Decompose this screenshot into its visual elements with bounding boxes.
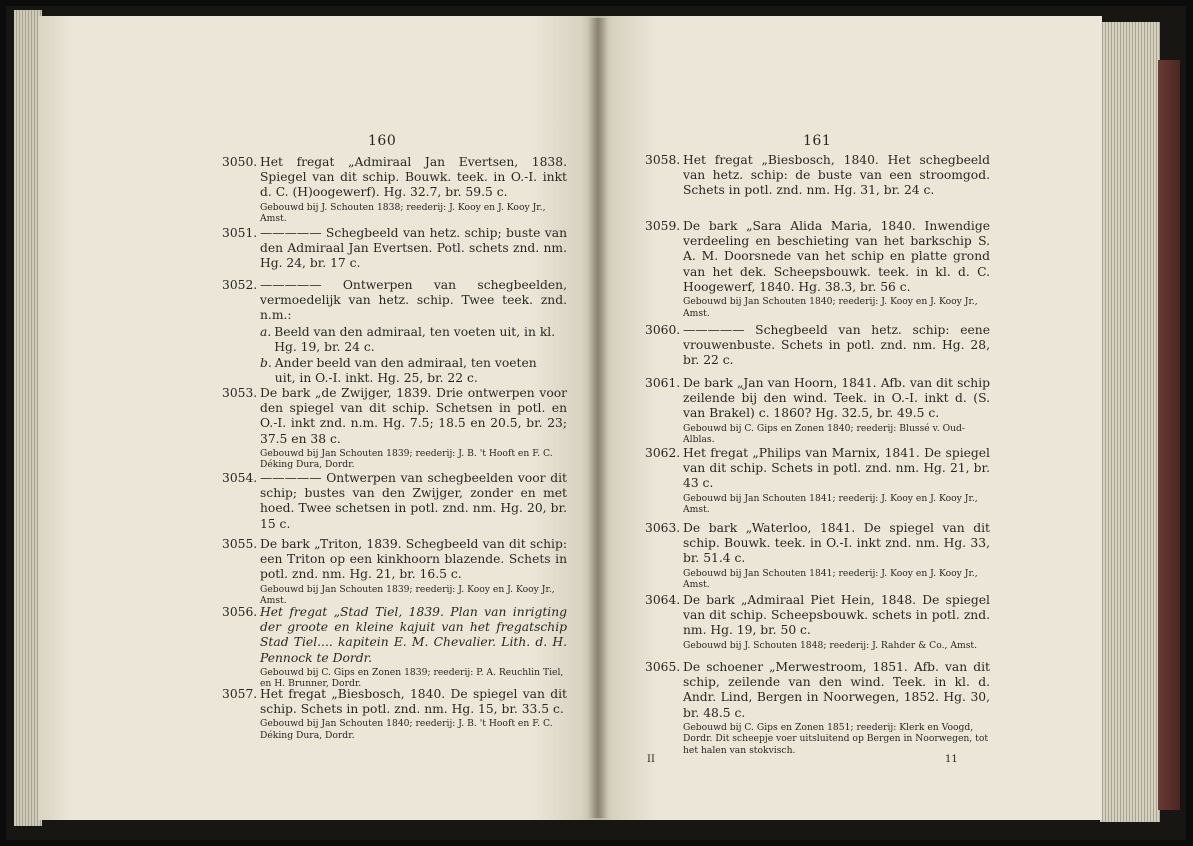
entry-text: De bark „Jan van Hoorn, 1841. Afb. van dit schip zeilende bij den wind. Teek. in O.-I. inkt d. (S. van Brakel) c. 1860? Hg. 32.5, br. 49.5 c.	[683, 376, 990, 421]
entry-subitem: a. Beeld van den admiraal, ten voeten uit, in kl. Hg. 19, br. 24 c.	[260, 324, 556, 354]
entry-note: Gebouwd bij Jan Schouten 1840; reederij: J. Kooy en J. Kooy Jr., Amst.	[683, 296, 978, 319]
entry-number: 3056.	[222, 605, 258, 619]
entry-text: ————— Schegbeeld van hetz. schip: eene vrouwenbuste. Schets in potl. znd. nm. Hg. 28, br. 22 c.	[683, 323, 990, 368]
entry-number: 3060.	[645, 323, 681, 337]
right-footer-signature: II	[647, 754, 655, 765]
entry-text: De bark „Waterloo, 1841. De spiegel van dit schip. Bouwk. teek. in O.-I. inkt znd. nm. Hg. 33, br. 51.4 c.	[683, 521, 990, 566]
right-page-edges	[1100, 22, 1160, 822]
book-cover-edge	[1158, 60, 1180, 810]
entry-text: De bark „Triton, 1839. Schegbeeld van dit schip: een Triton op een kinkhoorn blazende. Schets in potl. znd. nm. Hg. 21, br. 16.5 c.	[260, 537, 567, 582]
entry-number: 3054.	[222, 471, 258, 485]
left-page-number: 160	[368, 133, 397, 149]
right-footer-number: 11	[945, 754, 958, 765]
entry-note: Gebouwd bij Jan Schouten 1840; reederij: J. B. 't Hooft en F. C. Déking Dura, Dordr.	[260, 718, 553, 741]
entry-text: Het fregat „Biesbosch, 1840. Het schegbeeld van hetz. schip: de buste van een stroomgod. Schets in potl. znd. nm. Hg. 31, br. 24 c.	[683, 153, 990, 198]
entry-note: Gebouwd bij J. Schouten 1838; reederij: J. Kooy en J. Kooy Jr., Amst.	[260, 201, 546, 225]
entry-text: ————— Ontwerpen van schegbeelden voor dit schip; bustes van den Zwijger, zonder en met hoed. Twee schetsen in potl. znd. nm. Hg. 20, br. 15 c.	[260, 471, 567, 531]
entry-note: Gebouwd bij J. Schouten 1848; reederij: J. Rahder & Co., Amst.	[683, 639, 978, 651]
entry-number: 3055.	[222, 537, 258, 551]
entry-note: Gebouwd bij Jan Schouten 1839; reederij: J. B. 't Hooft en F. C. Déking Dura, Dordr.	[260, 447, 553, 471]
entry-text: Het fregat „Stad Tiel, 1839. Plan van inrigting der groote en kleine kajuit van het fregatschip Stad Tiel.... kapitein E. M. Chevalier. Lith. d. H. Pennock te Dordr.	[260, 605, 567, 665]
entry-number: 3051.	[222, 226, 258, 240]
entry-text: Het fregat „Admiraal Jan Evertsen, 1838. Spiegel van dit schip. Bouwk. teek. in O.-I. inkt d. C. (H)oogewerf). Hg. 32.7, br. 59.5 c.	[260, 155, 567, 200]
entry-text: De bark „Admiraal Piet Hein, 1848. De spiegel van dit schip. Scheepsbouwk. schets in potl. znd. nm. Hg. 19, br. 50 c.	[683, 593, 990, 638]
entry-note: Gebouwd bij Jan Schouten 1839; reederij: J. Kooy en J. Kooy Jr., Amst.	[260, 583, 555, 607]
entry-number: 3059.	[645, 219, 681, 233]
right-page-number: 161	[803, 133, 832, 149]
entry-note: Gebouwd bij C. Gips en Zonen 1839; reederij: P. A. Reuchlin Tiel, en H. Brunner, Dordr.	[260, 666, 564, 690]
entry-subitem: b. Ander beeld van den admiraal, ten voeten uit, in O.-I. inkt. Hg. 25, br. 22 c.	[260, 356, 537, 386]
entry-number: 3063.	[645, 521, 681, 535]
entry-number: 3050.	[222, 155, 258, 169]
entry-number: 3064.	[645, 593, 681, 607]
entry-text: De schoener „Merwestroom, 1851. Afb. van dit schip, zeilende van den wind. Teek. in kl. d. Andr. Lind, Bergen in Noorwegen, 1852. Hg. 30, br. 48.5 c.	[683, 660, 990, 720]
entry-number: 3062.	[645, 446, 681, 460]
entry-note: Gebouwd bij Jan Schouten 1841; reederij: J. Kooy en J. Kooy Jr., Amst.	[683, 492, 978, 516]
entry-number: 3065.	[645, 660, 681, 674]
entry-note: Gebouwd bij C. Gips en Zonen 1840; reederij: Blussé v. Oud-Alblas.	[683, 422, 966, 446]
entry-text: De bark „Sara Alida Maria, 1840. Inwendige verdeeling en beschieting van het barkschip S. A. M. Doorsnede van het schip en platte grond van het dek. Scheepsbouwk. teek. in kl. d. C. Hoogewerf, 1840. Hg. 38.3, br. 56 c.	[683, 219, 990, 294]
entry-text: Het fregat „Philips van Marnix, 1841. De spiegel van dit schip. Schets in potl. znd. nm. Hg. 21, br. 43 c.	[683, 446, 990, 491]
entry-text: Het fregat „Biesbosch, 1840. De spiegel van dit schip. Schets in potl. znd. nm. Hg. 15, br. 33.5 c.	[260, 687, 567, 717]
entry-number: 3058.	[645, 153, 681, 167]
entry-number: 3057.	[222, 687, 258, 701]
entry-note: Gebouwd bij C. Gips en Zonen 1851; reederij: Klerk en Voogd, Dordr. Dit scheepje voer uitsluitend op Bergen in Noorwegen, tot het halen van stokvisch.	[683, 721, 989, 756]
entry-number: 3052.	[222, 278, 258, 292]
book-gutter	[588, 18, 608, 818]
entry-number: 3061.	[645, 376, 681, 390]
entry-text: ————— Schegbeeld van hetz. schip; buste van den Admiraal Jan Evertsen. Potl. schets znd. nm. Hg. 24, br. 17 c.	[260, 226, 567, 271]
entry-note: Gebouwd bij Jan Schouten 1841; reederij: J. Kooy en J. Kooy Jr., Amst.	[683, 567, 978, 591]
entry-number: 3053.	[222, 386, 258, 400]
entry-text: ————— Ontwerpen van schegbeelden, vermoedelijk van hetz. schip. Twee teek. znd. n.m.:	[260, 278, 567, 323]
entry-text: De bark „de Zwijger, 1839. Drie ontwerpen voor den spiegel van dit schip. Schetsen in potl. en O.-I. inkt znd. n.m. Hg. 7.5; 18.5 en 20.5, br. 23; 37.5 en 38 c.	[260, 386, 567, 446]
